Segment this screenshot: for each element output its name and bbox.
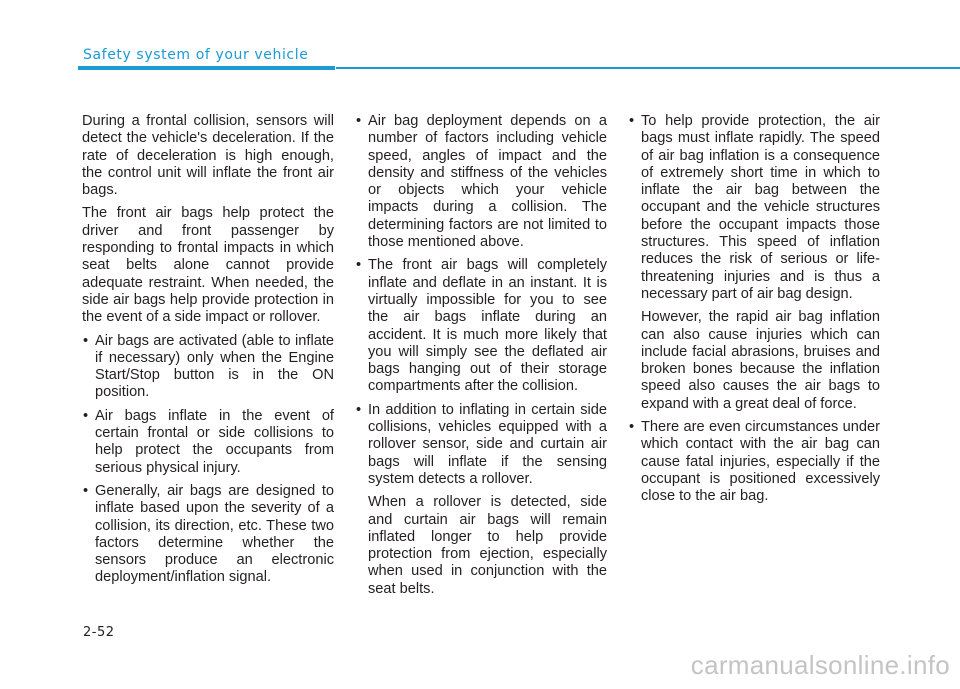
- list-item: • Air bags are activated (able to inflate if necessary) only when the Engine Start/Stop button is in the ON position.: [82, 333, 334, 402]
- text-column-1: [82, 113, 334, 593]
- bullet-list: [82, 333, 334, 587]
- paragraph: During a frontal collision, sensors will detect the vehicle's deceleration. If the rate of deceleration is high enough, the control unit will inflate the front air bags.: [82, 113, 334, 199]
- continuation-paragraph: When a rollover is detected, side and curtain air bags will remain inflated longer to help provide protection from ejection, especially when used in conjunction with the seat belts.: [368, 494, 607, 597]
- list-item: • To help provide protection, the air bags must inflate rapidly. The speed of air bag inflation is a consequence of extremely short time in which to inflate the air bag between the occupant and the vehicle structures before the occupant impacts those structures. This speed of inflation reduces the risk of serious or life-threatening injuries and is thus a necessary part of air bag design.: [628, 113, 880, 303]
- bullet-list: [628, 419, 880, 505]
- continuation-paragraph: However, the rapid air bag inflation can also cause injuries which can include facial abrasions, bruises and broken bones because the inflation speed also causes the air bags to expand with a great deal of force.: [641, 309, 880, 412]
- paragraph: The front air bags help protect the driver and front passenger by responding to frontal impacts in which seat belts alone cannot provide adequate restraint. When needed, the side air bags help provide protection in the event of a side impact or rollover.: [82, 205, 334, 326]
- list-item: • Air bags inflate in the event of certain frontal or side collisions to help protect the occupants from serious physical injury.: [82, 408, 334, 477]
- watermark-link[interactable]: carmanualsonline.info: [690, 650, 950, 680]
- header-accent-bar: [78, 66, 335, 70]
- bullet-list: [355, 113, 607, 488]
- list-item: • There are even circumstances under which contact with the air bag can cause fatal injuries, especially if the occupant is positioned excessively close to the air bag.: [628, 419, 880, 505]
- list-item: • Generally, air bags are designed to inflate based upon the severity of a collision, its direction, etc. These two factors determine whether the sensors produce an electronic deployment/inflation signal.: [82, 483, 334, 587]
- list-item: • The front air bags will completely inflate and deflate in an instant. It is virtually impossible for you to see the air bags inflate during an accident. It is much more likely that you will simply see the deflated air bags hanging out of their storage compartments after the collision.: [355, 257, 607, 395]
- list-item: • Air bag deployment depends on a number of factors including vehicle speed, angles of impact and the density and stiffness of the vehicles or objects which your vehicle impacts during a collision. The determining factors are not limited to those mentioned above.: [355, 113, 607, 251]
- section-header-title: Safety system of your vehicle: [83, 47, 309, 63]
- header-divider-line: [336, 67, 960, 69]
- text-column-3: [628, 113, 880, 512]
- text-column-2: [355, 113, 607, 604]
- list-item: • In addition to inflating in certain side collisions, vehicles equipped with a rollover sensor, side and curtain air bags will inflate if the sensing system detects a rollover.: [355, 402, 607, 488]
- bullet-list: [628, 113, 880, 303]
- page-number: 2-52: [83, 625, 115, 640]
